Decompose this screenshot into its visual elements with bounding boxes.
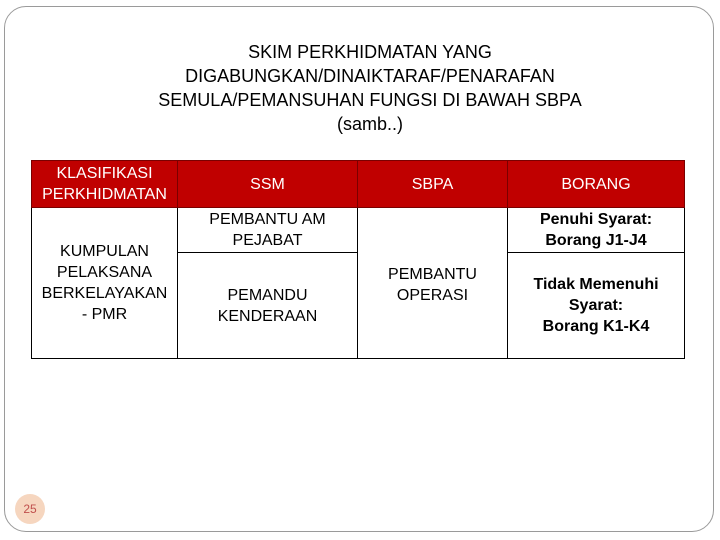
ssm-line: PEMANDU — [227, 286, 308, 304]
table-row — [32, 208, 685, 253]
classification-table — [31, 160, 685, 359]
title-line-1: SKIM PERKHIDMATAN YANG — [248, 42, 492, 62]
borang-cell — [508, 253, 685, 359]
ssm-line: PEMBANTU AM — [209, 211, 326, 228]
sbpa-line: PEMBANTU — [388, 266, 477, 283]
sbpa-line: OPERASI — [396, 287, 469, 304]
ssm-cell — [178, 253, 358, 359]
borang-line: Borang J1-J4 — [545, 232, 647, 249]
kumpulan-line: KUMPULAN — [60, 243, 149, 260]
title-line-4: (samb..) — [336, 114, 403, 134]
sbpa-cell — [358, 208, 508, 359]
borang-line: Penuhi Syarat: — [539, 211, 653, 228]
borang-line: Tidak Memenuhi — [533, 276, 659, 293]
header-borang: BORANG — [508, 161, 685, 208]
ssm-cell — [178, 208, 358, 253]
page-number-badge: 25 — [15, 494, 45, 524]
borang-line: Borang K1-K4 — [542, 318, 650, 335]
title-line-3: SEMULA/PEMANSUHAN FUNGSI DI BAWAH SBPA — [158, 90, 582, 110]
header-klasifikasi-line: KLASIFIKASI — [56, 165, 153, 182]
kumpulan-line: PELAKSANA — [56, 264, 153, 281]
ssm-line: PEJABAT — [232, 232, 303, 249]
kumpulan-line: - PMR — [81, 306, 128, 323]
header-sbpa: SBPA — [358, 161, 508, 208]
table-header-row — [32, 161, 685, 208]
ssm-line: KENDERAAN — [217, 307, 318, 325]
slide-title — [60, 40, 680, 136]
title-line-2: DIGABUNGKAN/DINAIKTARAF/PENARAFAN — [185, 66, 555, 86]
header-ssm: SSM — [178, 161, 358, 208]
borang-cell — [508, 208, 685, 253]
kumpulan-cell — [32, 208, 178, 359]
borang-line: Syarat: — [568, 297, 624, 314]
kumpulan-line: BERKELAYAKAN — [41, 285, 168, 302]
header-klasifikasi-line: PERKHIDMATAN — [42, 186, 167, 203]
header-klasifikasi — [32, 161, 178, 208]
